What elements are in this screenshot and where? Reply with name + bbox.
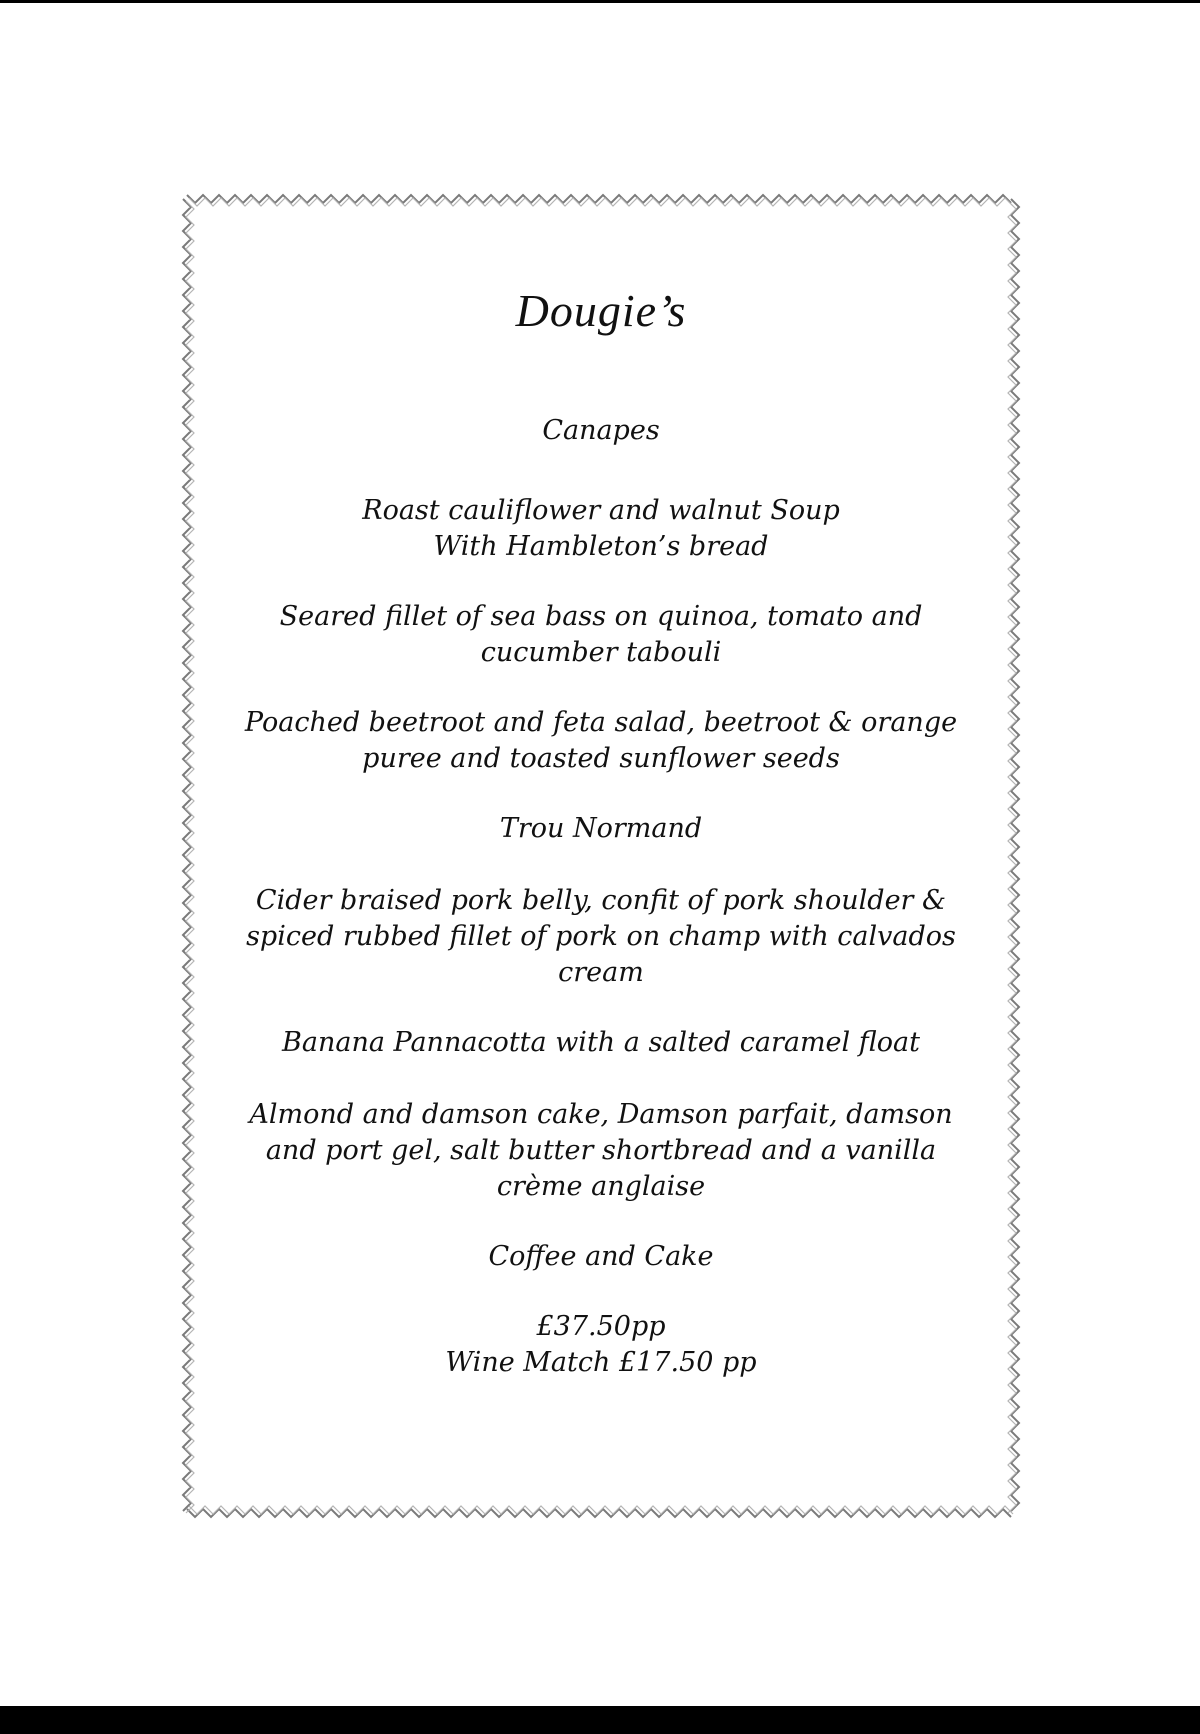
restaurant-name: Dougie’s: [515, 285, 687, 336]
wine-match-price: Wine Match £17.50 pp: [445, 1347, 757, 1378]
course-soup: Roast cauliflower and walnut Soup With Hambleton’s bread: [362, 495, 840, 562]
course-sea-bass: Seared fillet of sea bass on quinoa, tomato and cucumber tabouli: [279, 601, 923, 668]
course-damson-cake: Almond and damson cake, Damson parfait, damson and port gel, salt butter shortbread and a vanilla crème anglaise: [249, 1099, 953, 1202]
price-per-person: £37.50pp: [536, 1311, 666, 1342]
course-pork: Cider braised pork belly, confit of pork shoulder & spiced rubbed fillet of pork on champ with calvados cream: [246, 885, 956, 988]
menu-card: [181, 193, 1021, 1519]
course-coffee: Coffee and Cake: [488, 1241, 714, 1272]
course-pannacotta: Banana Pannacotta with a salted caramel float: [282, 1027, 920, 1058]
course-trou-normand: Trou Normand: [499, 813, 703, 844]
bottom-edge-band: [0, 1706, 1200, 1734]
course-canapes: Canapes: [542, 415, 660, 446]
course-beetroot-salad: Poached beetroot and feta salad, beetroot & orange puree and toasted sunflower seeds: [244, 707, 958, 774]
top-edge-rule: [0, 0, 1200, 3]
